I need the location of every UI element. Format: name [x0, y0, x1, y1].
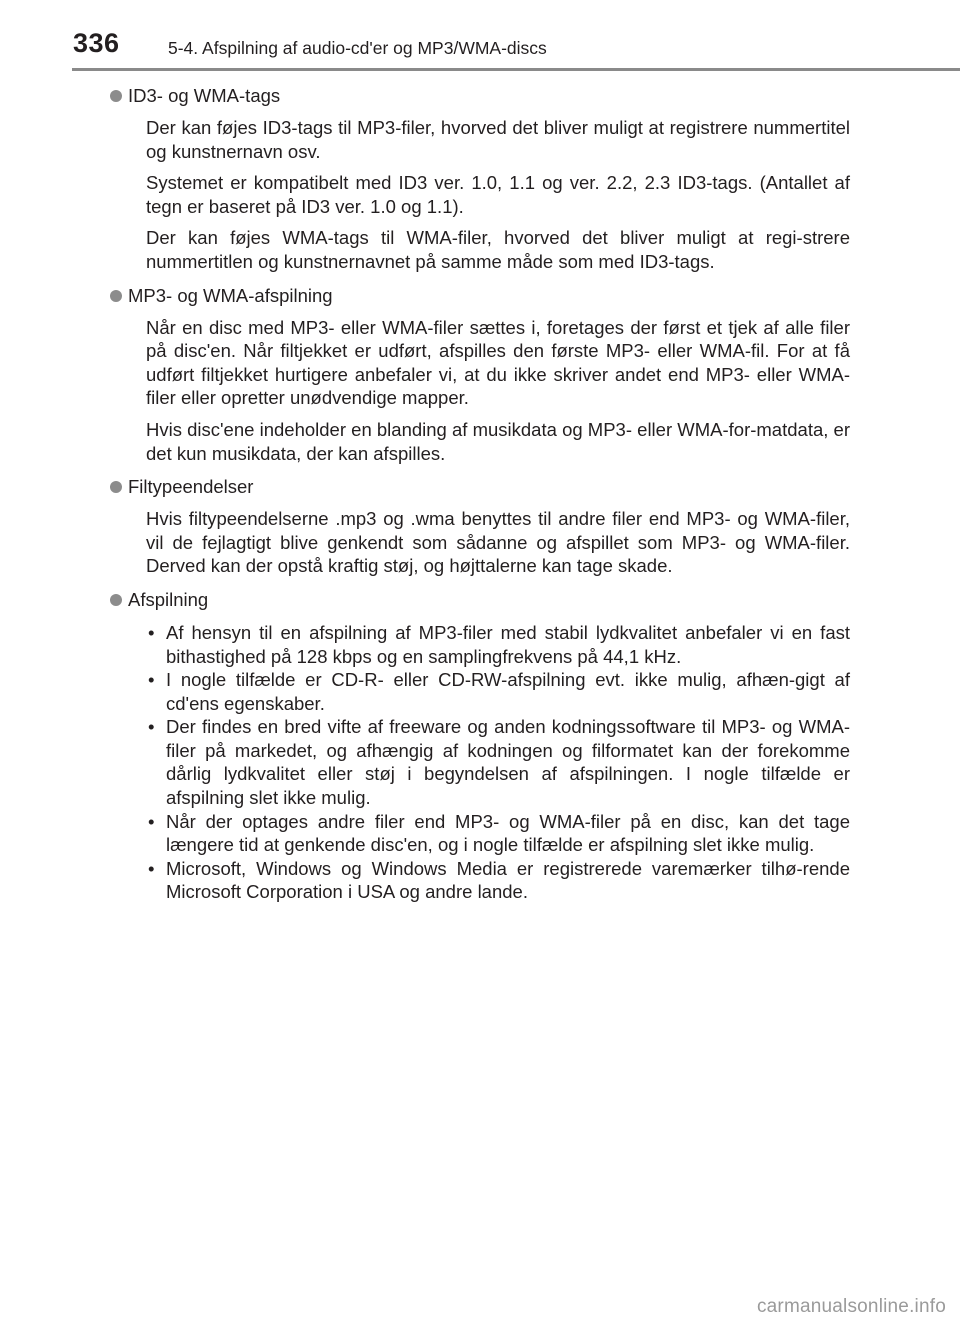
section-heading-text: Filtypeendelser — [128, 476, 254, 498]
bullet-circle-icon — [110, 594, 122, 606]
section-file-extensions — [128, 473, 850, 578]
bullet-circle-icon — [110, 481, 122, 493]
paragraph: Der kan føjes ID3-tags til MP3-filer, hvorved det bliver muligt at registrere nummertitel og kunstnernavn osv. — [146, 117, 850, 162]
section-heading — [110, 473, 850, 501]
list-item-text: Der findes en bred vifte af freeware og anden kodningssoftware til MP3- og WMA-filer på markedet, og afhængig af kodningen og filformatet kan der forekomme dårlig lydkvalitet eller støj i begyndelsen af afspilningen. I nogle tilfælde er afspilning slet ikke mulig. — [166, 716, 850, 809]
section-heading — [110, 282, 850, 310]
bullet-dot-icon: • — [148, 716, 155, 738]
bullet-dot-icon: • — [148, 669, 155, 691]
page-header — [0, 0, 960, 72]
bullet-circle-icon — [110, 90, 122, 102]
bullet-dot-icon: • — [148, 810, 155, 832]
list-item-text: Når der optages andre filer end MP3- og WMA-filer på en disc, kan det tage længere tid at genkende disc'en, og i nogle tilfælde er afspilning slet ikke mulig. — [166, 810, 850, 856]
section-playback — [128, 586, 850, 904]
section-heading-text: ID3- og WMA-tags — [128, 85, 281, 106]
bullet-dot-icon: • — [148, 621, 155, 643]
section-heading — [110, 82, 850, 110]
list-item — [146, 715, 850, 809]
list-item — [146, 668, 850, 715]
list-item-text: Microsoft, Windows og Windows Media er registrerede varemærker tilhø-rende Microsoft Corporation i USA og andre lande. — [166, 857, 850, 903]
paragraph: Der kan føjes WMA-tags til WMA-filer, hvorved det bliver muligt at regi-strere nummertitlen og kunstnernavnet på samme måde som med ID3-tags. — [146, 227, 850, 272]
paragraph: Hvis filtypeendelserne .mp3 og .wma benyttes til andre filer end MP3- og WMA-filer, vil de fejlagtigt blive genkendt som sådanne og afspillet som MP3- og WMA-filer. Derved kan der opstå kraftig støj, og højttalerne kan tage skade. — [146, 508, 850, 577]
paragraph: Når en disc med MP3- eller WMA-filer sættes i, foretages der først et tjek af alle filer på disc'en. Når filtjekket er udført, afspilles den første MP3- eller WMA-fil. For at få udført filtjekket hurtigere anbefaler vi, at du ikke skriver andet end MP3- eller WMA-filer eller opretter unødvendige mapper. — [146, 316, 850, 409]
section-heading — [110, 586, 850, 614]
section-heading-text: MP3- og WMA-afspilning — [128, 284, 333, 306]
list-item — [146, 857, 850, 904]
paragraph: Systemet er kompatibelt med ID3 ver. 1.0, 1.1 og ver. 2.2, 2.3 ID3-tags. (Antallet af tegn er baseret på ID3 ver. 1.0 og 1.1). — [146, 172, 850, 217]
list-item-text: I nogle tilfælde er CD-R- eller CD-RW-afspilning evt. ikke mulig, afhæn-gigt af cd'ens egenskaber. — [166, 669, 850, 714]
list-item-text: Af hensyn til en afspilning af MP3-filer med stabil lydkvalitet anbefaler vi en fast bithastighed på 128 kbps og en samplingfrekvens på 44,1 kHz. — [166, 621, 850, 667]
bullet-list — [146, 621, 850, 904]
paragraph: Hvis disc'ene indeholder en blanding af musikdata og MP3- eller WMA-for-matdata, er det kun musikdata, der kan afspilles. — [146, 418, 850, 464]
section-id3-wma-tags — [128, 82, 850, 274]
section-heading-text: Afspilning — [128, 588, 209, 610]
watermark: carmanualsonline.info — [756, 1296, 946, 1317]
chapter-title: 5-4. Afspilning af audio-cd'er og MP3/WMA-discs — [168, 38, 547, 58]
page-content — [128, 82, 850, 904]
list-item — [146, 810, 850, 857]
bullet-dot-icon: • — [148, 857, 155, 879]
page-number: 336 — [73, 28, 120, 58]
bullet-circle-icon — [110, 290, 122, 302]
section-mp3-wma-playback — [128, 282, 850, 466]
list-item — [146, 621, 850, 668]
header-rule — [72, 68, 960, 71]
